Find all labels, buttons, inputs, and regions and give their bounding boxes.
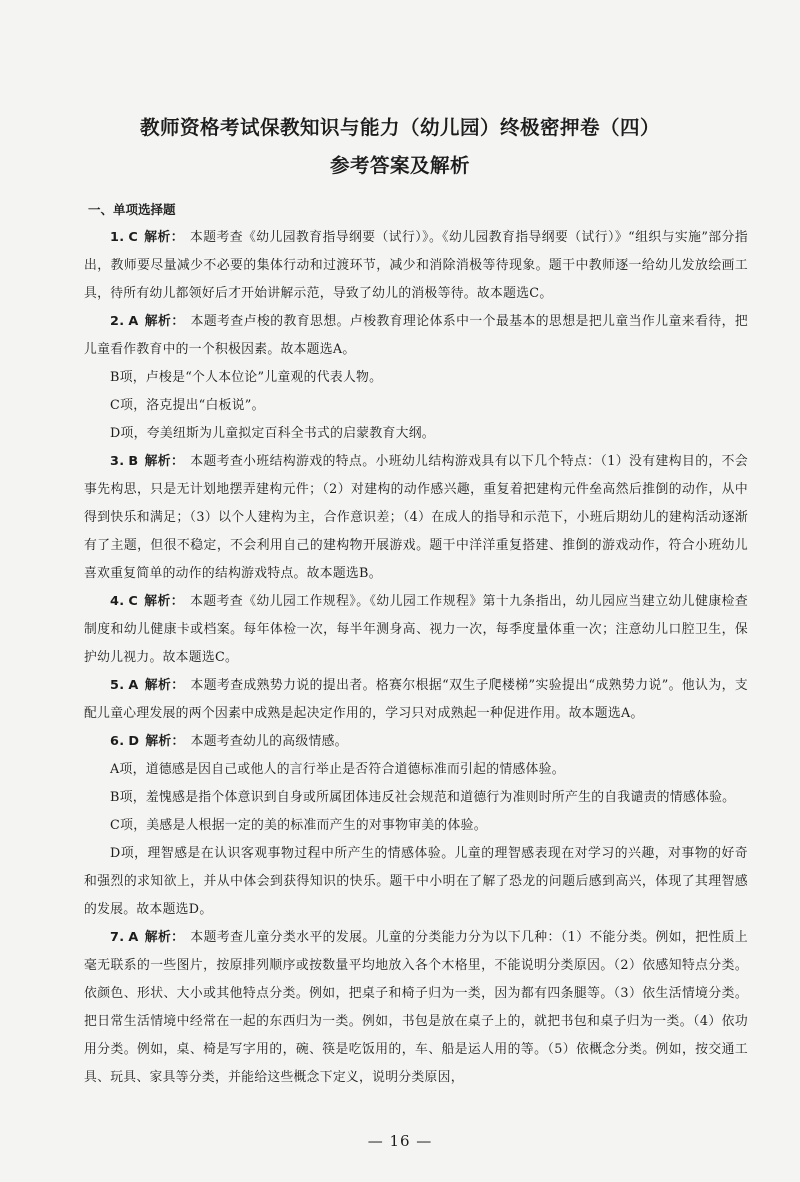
analysis-text: 本题考查幼儿的高级情感。 <box>190 734 348 749</box>
analysis-text: 本题考查儿童分类水平的发展。儿童的分类能力分为以下几种：（1）不能分类。例如，把性质上毫无联系的一些图片，按原排列顺序或按数量平均地放入各个木格里，不能说明分类原因。（2）依感知特点分类。依颜色、形状、大小或其他特点分类。例如，把桌子和椅子归为一类，因为都有四条腿等。（3）依生活情境分类。把日常生活情境中经常在一起的东西归为一类。例如，书包是放在桌子上的，就把书包和桌子归为一类。（4）依功用分类。例如，桌、椅是写字用的，碗、筷是吃饭用的，车、船是运人用的等。（5）依概念分类。例如，按交通工具、玩具、家具等分类，并能给这些概念下定义，说明分类原因， <box>84 930 748 1085</box>
question-number: 3. <box>110 454 125 469</box>
answer-letter: A <box>128 678 139 693</box>
analysis-text: 本题考查卢梭的教育思想。卢梭教育理论体系中一个最基本的思想是把儿童当作儿童来看待，把儿童看作教育中的一个积极因素。故本题选A。 <box>84 314 748 357</box>
answer-letter: D <box>128 734 140 749</box>
section-heading: 一、单项选择题 <box>88 202 176 217</box>
option-note-b: B项，卢梭是“个人本位论”儿童观的代表人物。 <box>110 370 383 385</box>
question-number: 7. <box>110 930 125 945</box>
analysis-tag: 解析： <box>144 230 184 245</box>
analysis-tag: 解析： <box>144 314 185 329</box>
question-number: 4. <box>110 594 125 609</box>
answer-content <box>84 196 748 1092</box>
answer-letter: A <box>128 930 139 945</box>
option-note-d: D项，理智感是在认识客观事物过程中所产生的情感体验。儿童的理智感表现在对学习的兴趣，对事物的好奇和强烈的求知欲上，并从中体会到获得知识的快乐。题干中小明在了解了恐龙的问题后感到高兴，体现了其理智感的发展。故本题选D。 <box>84 846 748 917</box>
page-number: — 16 — <box>367 1132 433 1150</box>
question-number: 2. <box>110 314 125 329</box>
analysis-tag: 解析： <box>144 454 185 469</box>
analysis-tag: 解析： <box>144 678 185 693</box>
question-1 <box>84 224 748 308</box>
question-number: 5. <box>110 678 125 693</box>
answer-letter: B <box>128 454 139 469</box>
option-note-d: D项，夸美纽斯为儿童拟定百科全书式的启蒙教育大纲。 <box>110 426 435 441</box>
analysis-tag: 解析： <box>144 594 185 609</box>
question-3 <box>84 448 748 588</box>
document-title: 教师资格考试保教知识与能力（幼儿园）终极密押卷（四） <box>139 116 660 139</box>
question-6 <box>84 728 748 756</box>
analysis-tag: 解析： <box>145 734 185 749</box>
analysis-text: 本题考查成熟势力说的提出者。格赛尔根据“双生子爬楼梯”实验提出“成熟势力说”。他认为，支配儿童心理发展的两个因素中成熟是起决定作用的，学习只对成熟起一种促进作用。故本题选A。 <box>84 678 748 721</box>
option-note-a: A项，道德感是因自己或他人的言行举止是否符合道德标准而引起的情感体验。 <box>110 762 565 777</box>
option-note-b: B项，羞愧感是指个体意识到自身或所属团体违反社会规范和道德行为准则时所产生的自我谴责的情感体验。 <box>110 790 736 805</box>
option-note-c: C项，美感是人根据一定的美的标准而产生的对事物审美的体验。 <box>110 818 487 833</box>
option-note-c: C项，洛克提出“白板说”。 <box>110 398 265 413</box>
question-5 <box>84 672 748 728</box>
question-7 <box>84 924 748 1092</box>
analysis-text: 本题考查小班结构游戏的特点。小班幼儿结构游戏具有以下几个特点：（1）没有建构目的，不会事先构思，只是无计划地摆弄建构元件；（2）对建构的动作感兴趣，重复着把建构元件垒高然后推倒的动作，从中得到快乐和满足；（3）以个人建构为主，合作意识差；（4）在成人的指导和示范下，小班后期幼儿的建构活动逐渐有了主题，但很不稳定，不会利用自己的建构物开展游戏。题干中洋洋重复搭建、推倒的游戏动作，符合小班幼儿喜欢重复简单的动作的结构游戏特点。故本题选B。 <box>84 454 748 581</box>
analysis-tag: 解析： <box>144 930 185 945</box>
answer-letter: C <box>128 230 139 245</box>
answer-letter: A <box>128 314 139 329</box>
question-4 <box>84 588 748 672</box>
answer-letter: C <box>128 594 139 609</box>
analysis-text: 本题考查《幼儿园教育指导纲要（试行）》。《幼儿园教育指导纲要（试行）》“组织与实施”部分指出，教师要尽量减少不必要的集体行动和过渡环节，减少和消除消极等待现象。题干中教师逐一给幼儿发放绘画工具，待所有幼儿都领好后才开始讲解示范，导致了幼儿的消极等待。故本题选C。 <box>84 230 748 301</box>
question-number: 1. <box>110 230 125 245</box>
question-2 <box>84 308 748 364</box>
analysis-text: 本题考查《幼儿园工作规程》。《幼儿园工作规程》第十九条指出，幼儿园应当建立幼儿健康检查制度和幼儿健康卡或档案。每年体检一次，每半年测身高、视力一次，每季度量体重一次；注意幼儿口腔卫生，保护幼儿视力。故本题选C。 <box>84 594 748 665</box>
title-block <box>0 114 800 180</box>
question-number: 6. <box>110 734 125 749</box>
document-subtitle: 参考答案及解析 <box>329 154 470 177</box>
